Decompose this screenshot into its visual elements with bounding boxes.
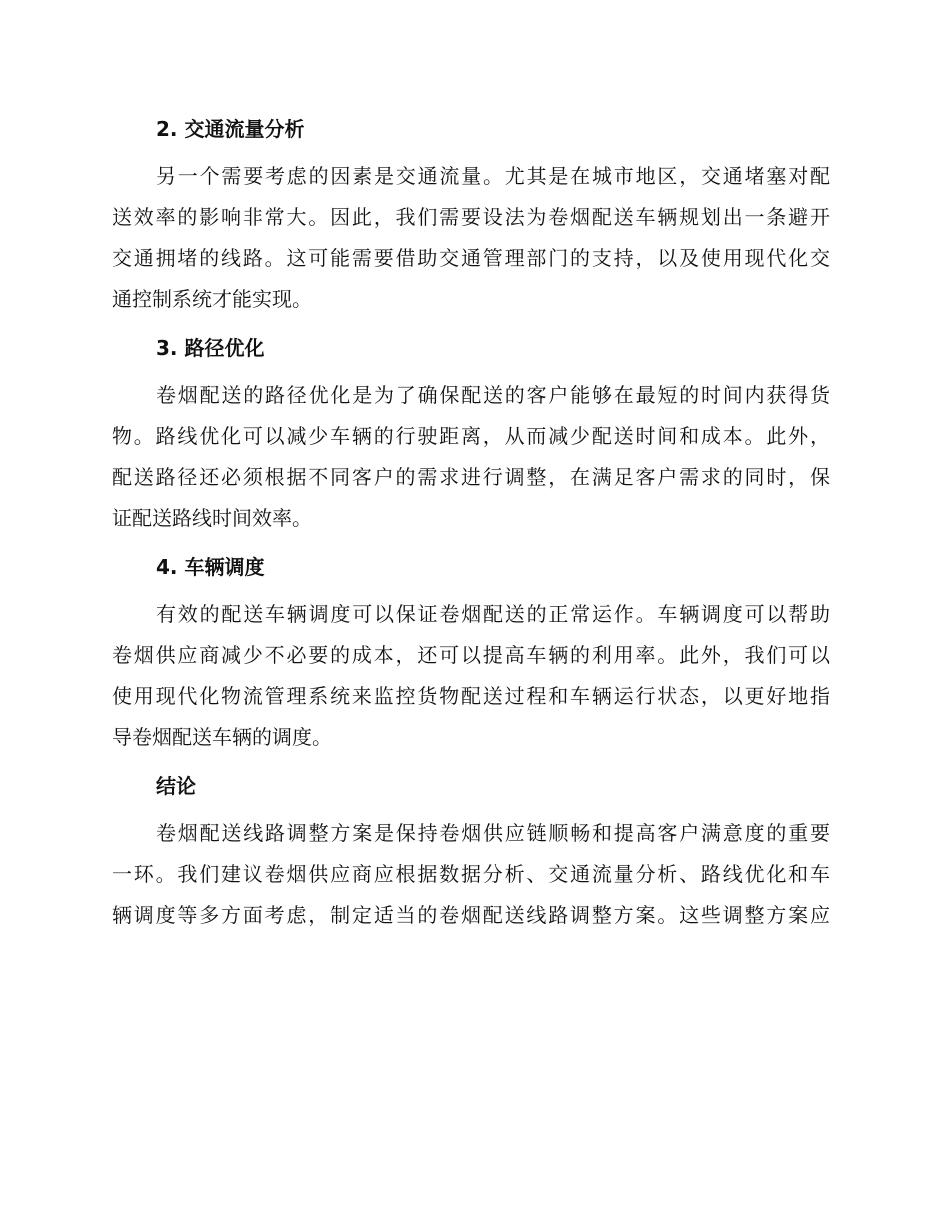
section-paragraph-vehicle <box>112 594 830 758</box>
paragraph-line: 配送路径还必须根据不同客户的需求进行调整，在满足客户需求的同时，保 <box>112 465 830 489</box>
document-body <box>112 108 830 943</box>
paragraph-line: 交通拥堵的线路。这可能需要借助交通管理部门的支持，以及使用现代化交 <box>112 246 830 270</box>
section-heading-route: 3. 路径优化 <box>156 336 265 360</box>
section-paragraph-route <box>112 375 830 539</box>
paragraph-line: 通控制系统才能实现。 <box>112 287 312 311</box>
paragraph-line: 导卷烟配送车辆的调度。 <box>112 725 332 749</box>
paragraph-line: 有效的配送车辆调度可以保证卷烟配送的正常运作。车辆调度可以帮助 <box>156 602 830 626</box>
paragraph-line: 卷烟配送的路径优化是为了确保配送的客户能够在最短的时间内获得货 <box>156 383 830 407</box>
paragraph-line: 证配送路线时间效率。 <box>112 506 312 530</box>
paragraph-line: 物。路线优化可以减少车辆的行驶距离，从而减少配送时间和成本。此外， <box>112 424 830 448</box>
paragraph-line: 一环。我们建议卷烟供应商应根据数据分析、交通流量分析、路线优化和车 <box>112 862 830 886</box>
paragraph-line: 卷烟供应商减少不必要的成本，还可以提高车辆的利用率。此外，我们可以 <box>112 643 830 667</box>
section-heading-vehicle: 4. 车辆调度 <box>156 555 265 579</box>
paragraph-line: 辆调度等多方面考虑，制定适当的卷烟配送线路调整方案。这些调整方案应 <box>112 903 830 927</box>
section-heading-traffic: 2. 交通流量分析 <box>156 117 305 141</box>
section-heading-conclusion: 结论 <box>156 774 196 798</box>
section-paragraph-conclusion <box>112 813 830 936</box>
section-paragraph-traffic <box>112 156 830 320</box>
paragraph-line: 卷烟配送线路调整方案是保持卷烟供应链顺畅和提高客户满意度的重要 <box>156 821 830 845</box>
paragraph-line: 送效率的影响非常大。因此，我们需要设法为卷烟配送车辆规划出一条避开 <box>112 205 830 229</box>
paragraph-line: 使用现代化物流管理系统来监控货物配送过程和车辆运行状态，以更好地指 <box>112 684 830 708</box>
paragraph-line: 另一个需要考虑的因素是交通流量。尤其是在城市地区，交通堵塞对配 <box>156 164 830 188</box>
